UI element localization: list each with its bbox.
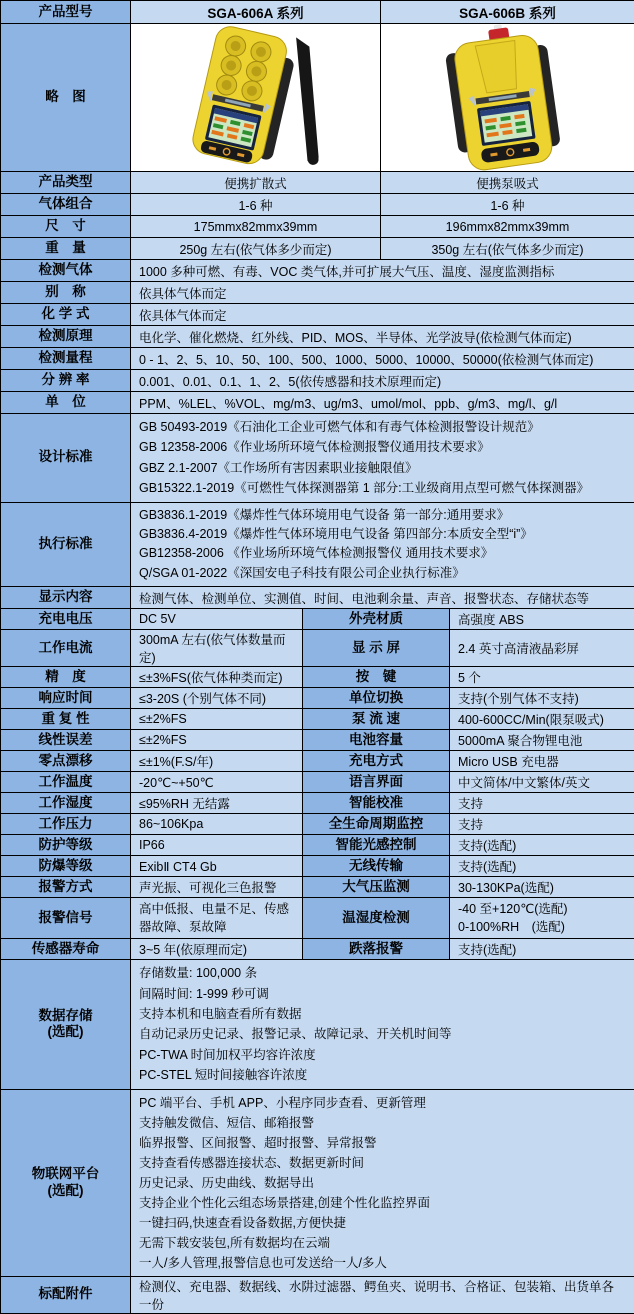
compare-row [1, 194, 634, 216]
row-label: 零点漂移 [1, 751, 131, 772]
spec-value: 高中低报、电量不足、传感器故障、泵故障 [131, 898, 303, 939]
compare-row [1, 172, 634, 194]
row-label-iot-platform [1, 1089, 131, 1276]
device-photo-sga-606a [131, 24, 381, 172]
row-label: 标配附件 [1, 1276, 131, 1313]
spec-value: 中文简体/中文繁体/英文 [450, 772, 634, 793]
spec-value: 依具体气体而定 [131, 304, 634, 326]
spec-value: ExibⅡ CT4 Gb [131, 856, 303, 877]
spec-value: Micro USB 充电器 [450, 751, 634, 772]
quad-row [1, 856, 634, 877]
quad-row [1, 939, 634, 960]
row-label-data-storage [1, 960, 131, 1089]
row-label: 单 位 [1, 392, 131, 414]
row-label: 显示内容 [1, 587, 131, 609]
row-label: 泵 流 速 [303, 709, 450, 730]
spec-line: 历史记录、历史曲线、数据导出 [139, 1173, 626, 1193]
spec-line: 一人/多人管理,报警信息也可发送给一人/多人 [139, 1253, 626, 1273]
spec-line: -40 至+120℃(选配) [458, 900, 626, 919]
product-model-row [1, 1, 634, 24]
spec-value [450, 898, 634, 939]
spec-value: 5 个 [450, 667, 634, 688]
spec-value: 支持(选配) [450, 835, 634, 856]
spec-value-a: 1-6 种 [131, 194, 381, 216]
spec-line: 存储数量: 100,000 条 [139, 963, 626, 983]
diffusion-detector-illustration [131, 24, 381, 171]
spec-line: 间隔时间: 1-999 秒可调 [139, 984, 626, 1004]
spec-line: GB3836.4-2019《爆炸性气体环境用电气设备 第四部分:本质安全型“i”》 [139, 525, 626, 544]
quad-row [1, 877, 634, 898]
spec-value: 检测气体、检测单位、实测值、时间、电池剩余量、声音、报警状态、存储状态等 [131, 587, 634, 609]
spec-line: GBZ 2.1-2007《工作场所有害因素职业接触限值》 [139, 458, 626, 478]
spec-line: 一键扫码,快速查看设备数据,方便快捷 [139, 1213, 626, 1233]
spec-line: 临界报警、区间报警、超时报警、异常报警 [139, 1133, 626, 1153]
row-label: 设计标准 [1, 414, 131, 503]
spec-value: 300mA 左右(依气体数量而定) [131, 630, 303, 667]
spec-line: GB 12358-2006《作业场所环境气体检测报警仪通用技术要求》 [139, 437, 626, 457]
accessories-value: 检测仪、充电器、数据线、水阱过滤器、鳄鱼夹、说明书、合格证、包装箱、出货单各一份 [131, 1276, 634, 1313]
spec-line: 无需下载安装包,所有数据均在云端 [139, 1233, 626, 1253]
row-label: 执行标准 [1, 502, 131, 587]
spec-value: 30-130KPa(选配) [450, 877, 634, 898]
spec-value: IP66 [131, 835, 303, 856]
row-label: 显 示 屏 [303, 630, 450, 667]
spec-line: GB 50493-2019《石油化工企业可燃气体和有毒气体检测报警设计规范》 [139, 417, 626, 437]
row-label: 传感器寿命 [1, 939, 131, 960]
spec-row [1, 304, 634, 326]
quad-row [1, 793, 634, 814]
spec-value: 声光振、可视化三色报警 [131, 877, 303, 898]
spec-value: 依具体气体而定 [131, 282, 634, 304]
row-label: 工作温度 [1, 772, 131, 793]
row-label: 化 学 式 [1, 304, 131, 326]
iot-platform-row [1, 1089, 634, 1276]
spec-line: GB12358-2006 《作业场所环境气体检测报警仪 通用技术要求》 [139, 544, 626, 563]
spec-row [1, 282, 634, 304]
spec-value-a: 便携扩散式 [131, 172, 381, 194]
spec-value: 86~106Kpa [131, 814, 303, 835]
row-label: 防护等级 [1, 835, 131, 856]
row-label: 重 量 [1, 238, 131, 260]
spec-row [1, 260, 634, 282]
row-label: 电池容量 [303, 730, 450, 751]
spec-value: 支持 [450, 814, 634, 835]
spec-value: ≤95%RH 无结露 [131, 793, 303, 814]
quad-row [1, 814, 634, 835]
spec-value: ≤3-20S (个别气体不同) [131, 688, 303, 709]
quad-row [1, 609, 634, 630]
row-label: 温湿度检测 [303, 898, 450, 939]
row-label-sketch: 略 图 [1, 24, 131, 172]
spec-value: ≤±3%FS(依气体种类而定) [131, 667, 303, 688]
spec-value: -20℃~+50℃ [131, 772, 303, 793]
spec-line: 支持企业个性化云组态场景搭建,创建个性化监控界面 [139, 1193, 626, 1213]
spec-value: 高强度 ABS [450, 609, 634, 630]
spec-value-b: 1-6 种 [381, 194, 634, 216]
spec-value: 支持(选配) [450, 856, 634, 877]
quad-row [1, 751, 634, 772]
accessories-row [1, 1276, 634, 1313]
spec-value: DC 5V [131, 609, 303, 630]
spec-line: PC-TWA 时间加权平均容许浓度 [139, 1045, 626, 1065]
spec-value: 3~5 年(依原理而定) [131, 939, 303, 960]
quad-row-alarm-signal [1, 898, 634, 939]
spec-value: 支持(选配) [450, 939, 634, 960]
spec-value: 0.001、0.01、0.1、1、2、5(依传感器和技术原理而定) [131, 370, 634, 392]
quad-row [1, 835, 634, 856]
row-label: 跌落报警 [303, 939, 450, 960]
spec-line: GB3836.1-2019《爆炸性气体环境用电气设备 第一部分:通用要求》 [139, 506, 626, 525]
quad-row [1, 730, 634, 751]
device-photo-sga-606b [381, 24, 634, 172]
row-label: 检测原理 [1, 326, 131, 348]
row-label: 报警信号 [1, 898, 131, 939]
row-label: 按 键 [303, 667, 450, 688]
spec-value-b: 便携泵吸式 [381, 172, 634, 194]
spec-value: 1000 多种可燃、有毒、VOC 类气体,并可扩展大气压、温度、湿度监测指标 [131, 260, 634, 282]
spec-value: ≤±2%FS [131, 730, 303, 751]
spec-line: GB15322.1-2019《可燃性气体探测器第 1 部分:工业级商用点型可燃气体探测器》 [139, 478, 626, 498]
quad-row [1, 709, 634, 730]
spec-value: PPM、%LEL、%VOL、mg/m3、ug/m3、umol/mol、ppb、g/m3、mg/l、g/l [131, 392, 634, 414]
row-label: 防爆等级 [1, 856, 131, 877]
series-b-header: SGA-606B 系列 [381, 1, 634, 24]
row-label: 语言界面 [303, 772, 450, 793]
spec-value: ≤±2%FS [131, 709, 303, 730]
spec-value: 400-600CC/Min(限泵吸式) [450, 709, 634, 730]
spec-row [1, 326, 634, 348]
spec-line: 支持触发微信、短信、邮箱报警 [139, 1113, 626, 1133]
spec-line: PC 端平台、手机 APP、小程序同步查看、更新管理 [139, 1093, 626, 1113]
spec-line: PC-STEL 短时间接触容许浓度 [139, 1065, 626, 1085]
quad-row [1, 688, 634, 709]
spec-value-b: 196mmx82mmx39mm [381, 216, 634, 238]
row-label: 大气压监测 [303, 877, 450, 898]
row-label: 精 度 [1, 667, 131, 688]
row-label-line: 物联网平台 [1, 1166, 130, 1183]
spec-value-b: 350g 左右(依气体多少而定) [381, 238, 634, 260]
spec-value: ≤±1%(F.S/年) [131, 751, 303, 772]
pump-detector-illustration [382, 24, 634, 171]
spec-value: 2.4 英寸高清液晶彩屏 [450, 630, 634, 667]
row-label: 响应时间 [1, 688, 131, 709]
quad-row [1, 772, 634, 793]
row-label: 检测气体 [1, 260, 131, 282]
row-label: 无线传输 [303, 856, 450, 877]
row-label: 重 复 性 [1, 709, 131, 730]
data-storage-value [131, 960, 634, 1089]
row-label: 外壳材质 [303, 609, 450, 630]
sketch-row [1, 24, 634, 172]
data-storage-row [1, 960, 634, 1089]
spec-value: 支持 [450, 793, 634, 814]
row-label: 智能校准 [303, 793, 450, 814]
design-standards-value [131, 414, 634, 503]
row-label: 检测量程 [1, 348, 131, 370]
row-label: 线性误差 [1, 730, 131, 751]
row-label: 工作压力 [1, 814, 131, 835]
row-label: 工作湿度 [1, 793, 131, 814]
spec-row [1, 370, 634, 392]
spec-line: 支持查看传感器连接状态、数据更新时间 [139, 1153, 626, 1173]
compare-row [1, 238, 634, 260]
row-label-line: (选配) [1, 1024, 130, 1041]
row-label: 全生命周期监控 [303, 814, 450, 835]
row-label-line: (选配) [1, 1183, 130, 1200]
row-label: 分 辨 率 [1, 370, 131, 392]
row-label: 单位切换 [303, 688, 450, 709]
spec-line: 0-100%RH (选配) [458, 918, 626, 937]
spec-value: 0 - 1、2、5、10、50、100、500、1000、5000、10000、50000(依检测气体而定) [131, 348, 634, 370]
spec-value-a: 175mmx82mmx39mm [131, 216, 381, 238]
spec-row [1, 392, 634, 414]
quad-row [1, 667, 634, 688]
spec-row [1, 587, 634, 609]
spec-value: 支持(个别气体不支持) [450, 688, 634, 709]
row-label: 气体组合 [1, 194, 131, 216]
row-label: 充电方式 [303, 751, 450, 772]
spec-value: 电化学、催化燃烧、红外线、PID、MOS、半导体、光学波导(依检测气体而定) [131, 326, 634, 348]
spec-value: 5000mA 聚合物锂电池 [450, 730, 634, 751]
row-label-line: 数据存储 [1, 1008, 130, 1025]
spec-row [1, 348, 634, 370]
spec-line: 自动记录历史记录、报警记录、故障记录、开关机时间等 [139, 1024, 626, 1044]
spec-line: 支持本机和电脑查看所有数据 [139, 1004, 626, 1024]
row-label: 别 称 [1, 282, 131, 304]
row-label: 充电电压 [1, 609, 131, 630]
iot-platform-value [131, 1089, 634, 1276]
spec-value-a: 250g 左右(依气体多少而定) [131, 238, 381, 260]
row-label: 工作电流 [1, 630, 131, 667]
row-label-product-model: 产品型号 [1, 1, 131, 24]
quad-row [1, 630, 634, 667]
row-label: 产品类型 [1, 172, 131, 194]
row-label: 报警方式 [1, 877, 131, 898]
exec-standards-value [131, 502, 634, 587]
exec-standards-row [1, 502, 634, 587]
spec-line: Q/SGA 01-2022《深国安电子科技有限公司企业执行标准》 [139, 564, 626, 583]
series-a-header: SGA-606A 系列 [131, 1, 381, 24]
row-label: 尺 寸 [1, 216, 131, 238]
compare-row [1, 216, 634, 238]
design-standards-row [1, 414, 634, 503]
row-label: 智能光感控制 [303, 835, 450, 856]
